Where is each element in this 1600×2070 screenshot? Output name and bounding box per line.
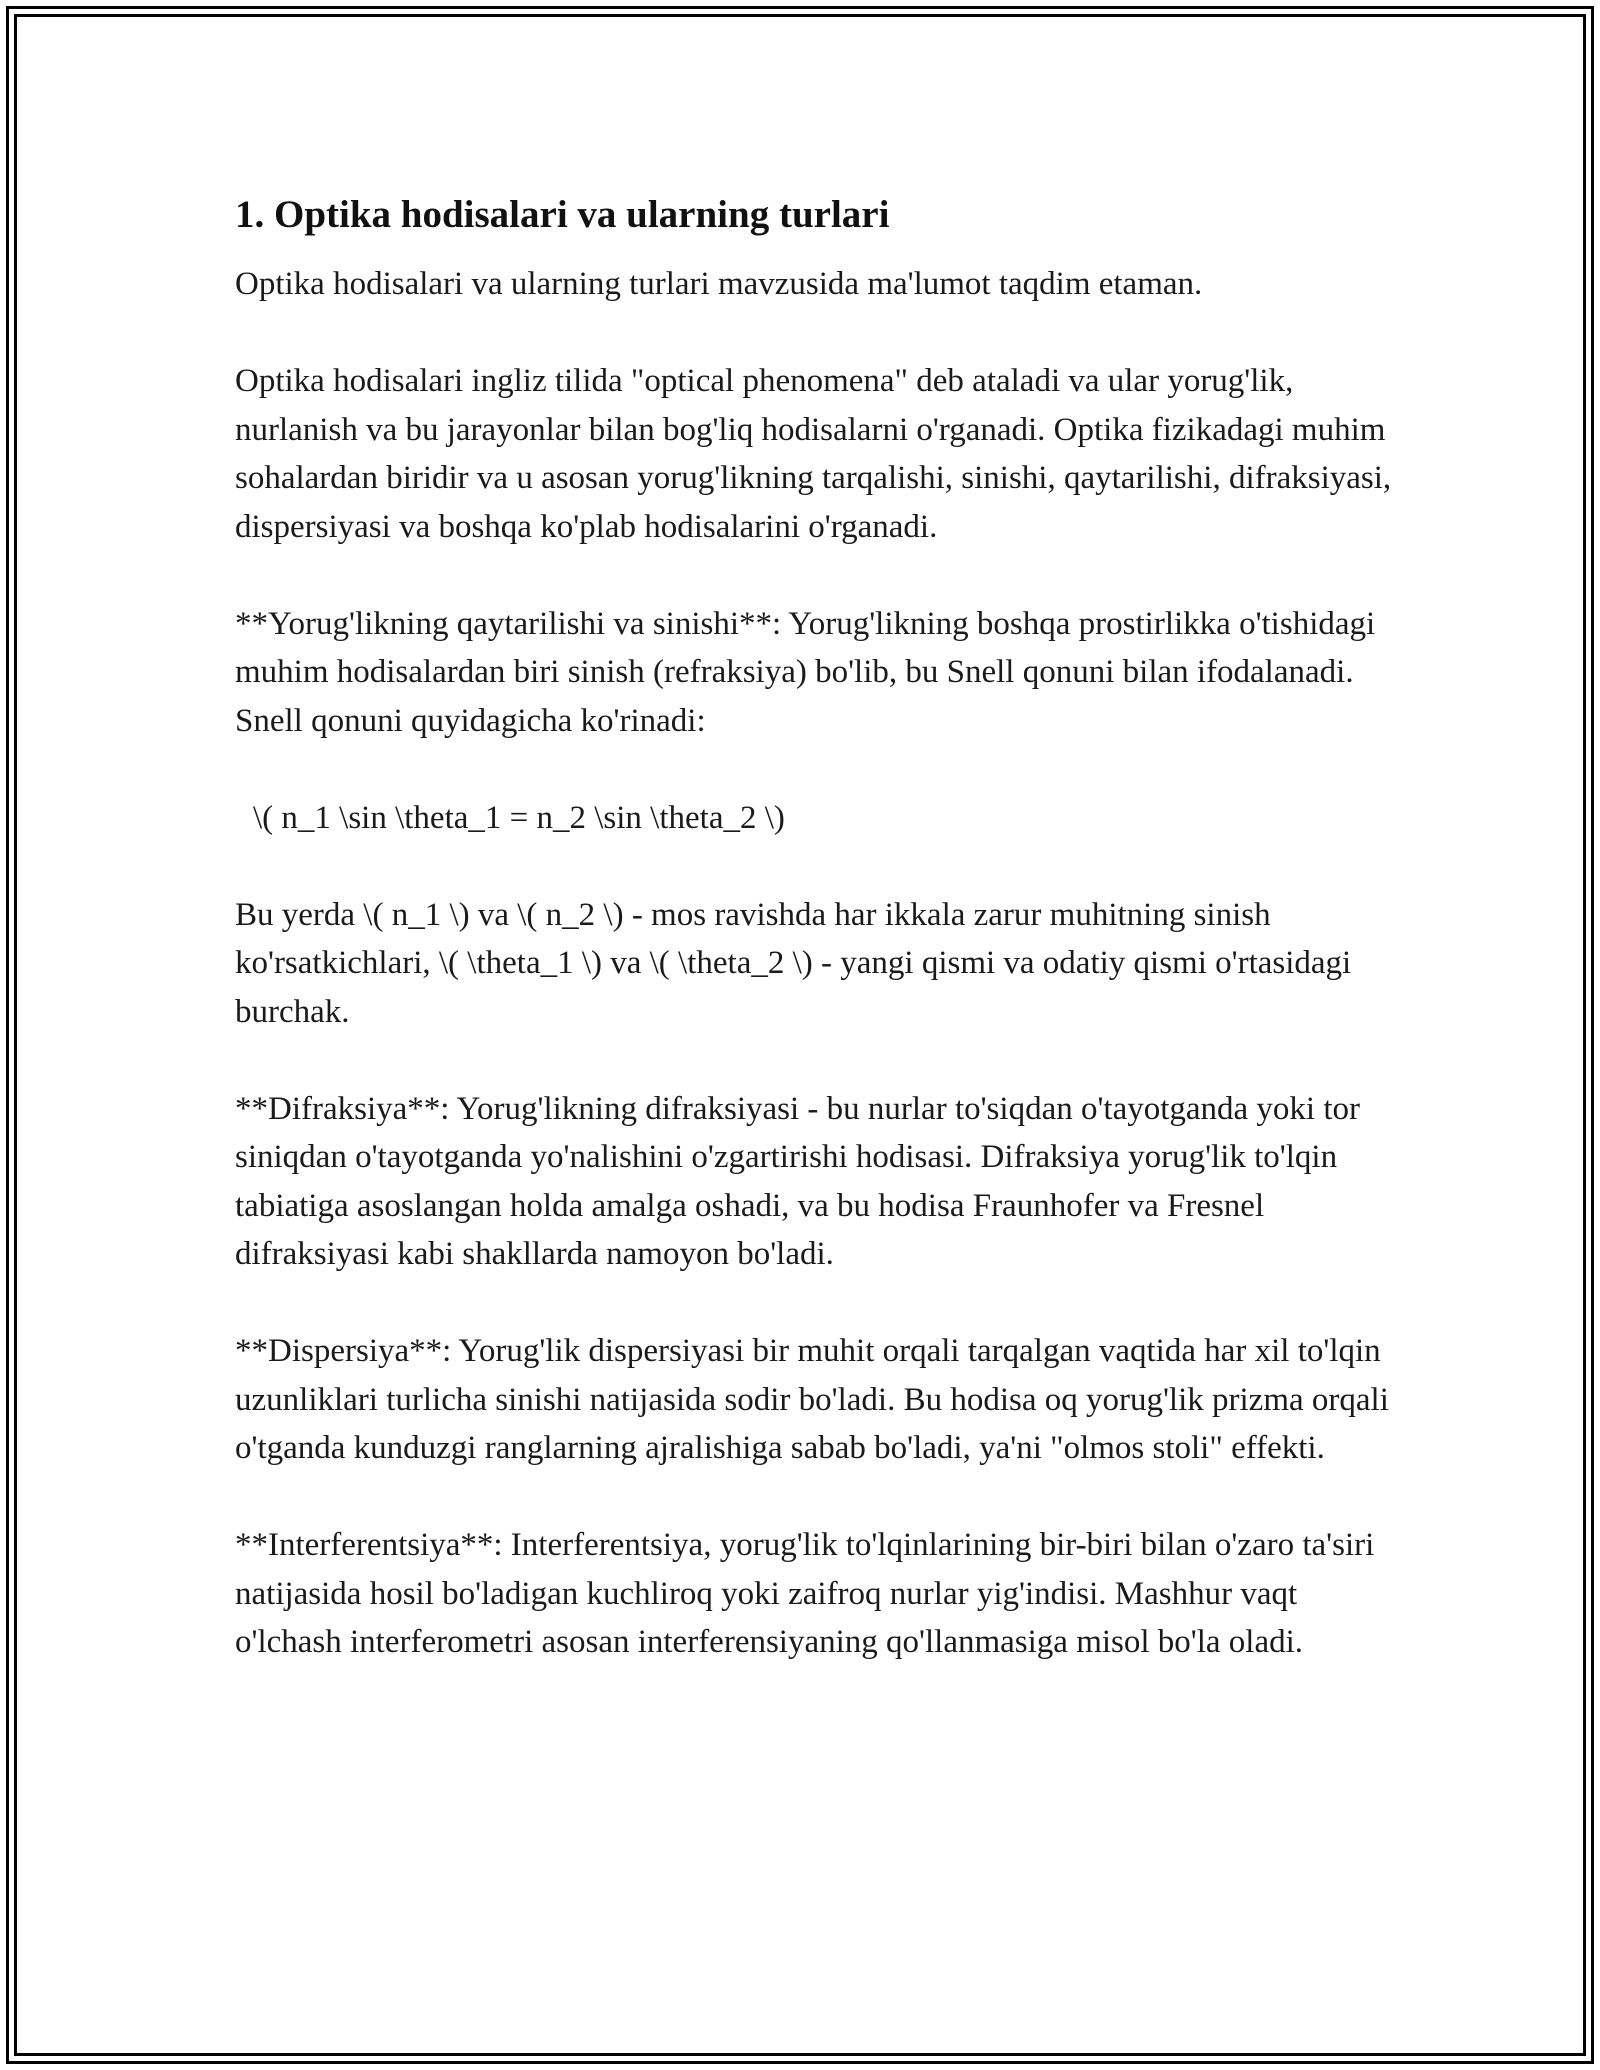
reflection-refraction-paragraph: **Yorug'likning qaytarilishi va sinishi**: Yorug'likning boshqa prostirlikka o'tishidagi muhim hodisalardan biri sinish (refraksiya) bo'lib, bu Snell qonuni bilan ifodalanadi. Snell qonuni quyidagicha ko'rinadi: — [235, 605, 1376, 739]
document-body — [235, 186, 1395, 1715]
document-title: 1. Optika hodisalari va ularning turlari — [235, 193, 890, 236]
optics-overview-paragraph: Optika hodisalari ingliz tilida "optical phenomena" deb ataladi va ular yorug'lik, nurlanish va bu jarayonlar bilan bog'liq hodisalarni o'rganadi. Optika fizikadagi muhim sohalardan biridir va u asosan yorug'likning tarqalishi, sinishi, qaytarilishi, difraksiyasi, dispersiyasi va boshqa ko'plab hodisalarini o'rganadi. — [235, 363, 1392, 545]
diffraction-paragraph: **Difraksiya**: Yorug'likning difraksiyasi - bu nurlar to'siqdan o'tayotganda yoki tor siniqdan o'tayotganda yo'nalishini o'zgartirishi hodisasi. Difraksiya yorug'lik to'lqin tabiatiga asoslangan holda amalga oshadi, va bu hodisa Fraunhofer va Fresnel difraksiyasi kabi shakllarda namoyon bo'ladi. — [235, 1090, 1361, 1272]
formula-explanation-paragraph: Bu yerda \( n_1 \) va \( n_2 \) - mos ravishda har ikkala zarur muhitning sinish ko'rsatkichlari, \( \theta_1 \) va \( \theta_2 \) - yangi qismi va odatiy qismi o'rtasidagi burchak. — [235, 896, 1352, 1030]
intro-paragraph: Optika hodisalari va ularning turlari mavzusida ma'lumot taqdim etaman. — [235, 266, 1203, 302]
interference-paragraph: **Interferentsiya**: Interferentsiya, yorug'lik to'lqinlarining bir-biri bilan o'zaro ta'siri natijasida hosil bo'ladigan kuchliroq yoki zaifroq nurlar yig'indisi. Mashhur vaqt o'lchash interferometri asosan interferensiyaning qo'llanmasiga misol bo'la oladi. — [235, 1527, 1375, 1660]
dispersion-paragraph: **Dispersiya**: Yorug'lik dispersiyasi bir muhit orqali tarqalgan vaqtida har xil to'lqin uzunliklari turlicha sinishi natijasida sodir bo'ladi. Bu hodisa oq yorug'lik prizma orqali o'tganda kunduzgi ranglarning ajralishiga sabab bo'ladi, ya'ni "olmos stoli" effekti. — [235, 1333, 1389, 1466]
snell-law-formula: \( n_1 \sin \theta_1 = n_2 \sin \theta_2 \) — [253, 799, 785, 836]
